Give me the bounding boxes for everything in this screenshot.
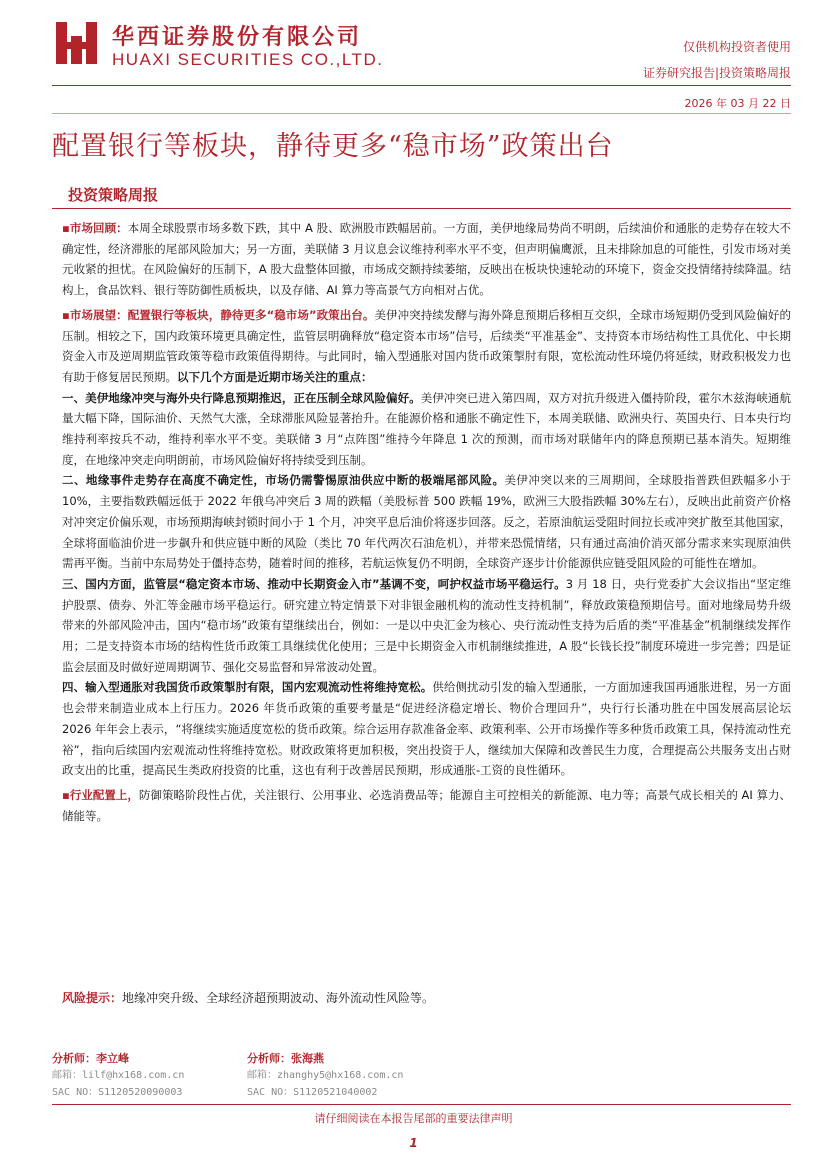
analyst-card: [52, 1050, 184, 1101]
point-4-paragraph: [62, 677, 791, 781]
legal-notice: 请仔细阅读在本报告尾部的重要法律声明: [314, 1112, 513, 1125]
analyst-name: 分析师：张海燕: [247, 1052, 324, 1065]
footer-divider: [52, 1104, 791, 1105]
date-divider: [52, 113, 791, 114]
point-2-text: 美伊冲突以来的三周期间，全球股指普跌但跌幅多小于 10%，主要指数跌幅远低于 2022 年俄乌冲突后 3 周的跌幅（美股标普 500 跌幅 19%，欧洲三大股指跌幅 30%左右），反映出此前资产价格对冲突定价偏乐观，市场预期海峡封锁时间小于 1 个月，冲突平息后油价将逐步回落。反之，若原油航运受阻时间拉长或冲突扩散至其他国家，全球将面临油价进一步飙升和供应链中断的风险（类比 70 年代两次石油危机），并带来恐慌情绪，只有通过高油价消灭部分需求来实现原油供需再平衡。当前中东局势处于僵持态势，随着时间的推移，若航运恢复仍不明朗，全球资产逐步计价能源供应链受阻风险的可能性在增加。: [62, 473, 792, 571]
point-3-label: 三、国内方面，监管层“稳定资本市场、推动中长期资金入市”基调不变，呵护权益市场平稳运行。: [62, 576, 566, 591]
company-name-cn: 华西证券股份有限公司: [112, 24, 363, 50]
review-label: 市场回顾：: [69, 221, 128, 235]
company-name-en: HUAXI SECURITIES CO.,LTD.: [112, 50, 384, 69]
point-1-label: 一、美伊地缘冲突与海外央行降息预期推迟，正在压制全球风险偏好。: [62, 390, 421, 405]
report-subtitle: 投资策略周报: [68, 186, 159, 204]
allocation-paragraph: [62, 785, 791, 826]
audience-label: 仅供机构投资者使用: [682, 40, 791, 54]
page-number: 1: [409, 1136, 418, 1150]
report-title: 配置银行等板块，静待更多“稳市场”政策出台: [52, 131, 614, 162]
report-type-label: 证券研究报告|投资策略周报: [642, 66, 791, 80]
market-outlook-paragraph: [62, 305, 791, 388]
risk-label: 风险提示：: [62, 991, 123, 1005]
header-divider: [52, 85, 791, 86]
analyst-sac: SAC NO：S1120520090003: [52, 1087, 183, 1098]
point-4-label: 四、输入型通胀对我国货币政策掣肘有限，国内宏观流动性将维持宽松。: [62, 680, 433, 695]
review-text: 本周全球股票市场多数下跌，其中 A 股、欧洲股市跌幅居前。一方面，美伊地缘局势尚不明朗，后续油价和通胀的走势存在较大不确定性，经济滞胀的尾部风险加大；另一方面，美联储 3 月议息会议维持利率水平不变，但声明偏鹰派，且未排除加息的可能性，引发市场对美元收紧的担忧。在风险偏好的压制下，A 股大盘整体回撤，市场成交额持续萎缩，反映出在板块快速轮动的环境下，资金交投情绪持续降温。结构上，食品饮料、银行等防御性质板块，以及存储、AI 算力等高景气方向相对占优。: [62, 221, 792, 298]
outlook-label: 市场展望：配置银行等板块，静待更多“稳市场”政策出台。: [69, 307, 375, 322]
allocation-text: 防御策略阶段性占优，关注银行、公用事业、必选消费品等；能源自主可控相关的新能源、电力等；高景气成长相关的 AI 算力、储能等。: [62, 787, 791, 823]
risk-warning: [62, 989, 434, 1006]
report-date: 2026 年 03 月 22 日: [684, 97, 791, 110]
outlook-focus: 以下几个方面是近期市场关注的重点：: [177, 369, 373, 384]
analyst-email[interactable]: 邮箱：lilf@hx168.com.cn: [52, 1070, 185, 1081]
outlook-text: 美伊冲突持续发酵与海外降息预期后移相互交织，全球市场短期仍受到风险偏好的压制。相较之下，国内政策环境更具确定性，监管层明确释放“稳定资本市场”信号，后续类“平准基金”、支持资本市场结构性工具优化、中长期资金入市及逆周期监管政策等稳市政策值得期待。与此同时，输入型通胀对国内货币政策掣肘有限，宽松流动性环境仍将延续，财政积极发力也有助于修复居民预期。: [62, 307, 791, 384]
point-3-text: 3 月 18 日，央行党委扩大会议指出“坚定维护股票、债券、外汇等金融市场平稳运行。研究建立特定情景下对非银金融机构的流动性支持机制”，释放政策稳预期信号。面对地缘局势升级带来的外部风险冲击，国内“稳市场”政策有望继续出台，例如：一是以中央汇金为核心、央行流动性支持为后盾的类“平准基金”机制继续发挥作用；二是支持资本市场的结构性货币政策工具继续优化使用；三是中长期资金入市机制继续推进，A 股“长钱长投”制度环境进一步完善；四是证监会层面及时做好逆周期调节、强化交易监督和异常波动处置。: [62, 576, 791, 674]
analyst-sac: SAC NO：S1120521040002: [247, 1087, 378, 1098]
analyst-card: [247, 1050, 403, 1101]
allocation-label: 行业配置上，: [69, 787, 139, 802]
bullet-icon: ▪: [62, 221, 70, 235]
point-4-text: 供给侧扰动引发的输入型通胀，一方面加速我国再通胀进程，另一方面也会带来制造业成本上行压力。2026 年货币政策的重要考量是“促进经济稳定增长、物价合理回升”，央行行长潘功胜在中国发展高层论坛 2026 年年会上表示，“将继续实施适度宽松的货币政策。综合运用存款准备金率、政策利率、公开市场操作等多种货币政策工具，保持流动性充裕”，指向后续国内宏观流动性将维持宽松。财政政策将更加积极，突出投资于人，继续加大保障和改善民生力度，合理提高公共服务支出占财政支出的比重，提高民生类政府投资的比重，这也有利于改善居民预期，形成通胀-工资的良性循环。: [62, 680, 792, 778]
report-body: [62, 218, 791, 826]
bullet-icon: ▪: [62, 787, 70, 802]
subtitle-divider: [52, 208, 791, 209]
point-1-paragraph: [62, 388, 791, 471]
analyst-email[interactable]: 邮箱：zhanghy5@hx168.com.cn: [247, 1070, 404, 1081]
bullet-icon: ▪: [62, 307, 70, 322]
point-1-text: 美伊冲突已进入第四周，双方对抗升级进入僵持阶段，霍尔木兹海峡通航量大幅下降，国际油价、天然气大涨，全球滞胀风险显著抬升。在能源价格和通胀不确定性下，本周美联储、欧洲央行、英国央行、日本央行均维持利率按兵不动，维持利率水平不变。美联储 3 月“点阵图”维持今年降息 1 次的预测，而市场对联储年内的降息预期已基本消失。短期维度，在地缘冲突走向明朗前，市场风险偏好将持续受到压制。: [62, 390, 791, 467]
point-3-paragraph: [62, 574, 791, 678]
analyst-name: 分析师：李立峰: [52, 1052, 129, 1065]
huaxi-logo-icon: [52, 18, 102, 68]
point-2-label: 二、地缘事件走势存在高度不确定性，市场仍需警惕原油供应中断的极端尾部风险。: [62, 473, 505, 488]
risk-text: 地缘冲突升级、全球经济超预期波动、海外流动性风险等。: [122, 991, 435, 1005]
market-review-paragraph: [62, 218, 791, 301]
point-2-paragraph: [62, 470, 791, 574]
